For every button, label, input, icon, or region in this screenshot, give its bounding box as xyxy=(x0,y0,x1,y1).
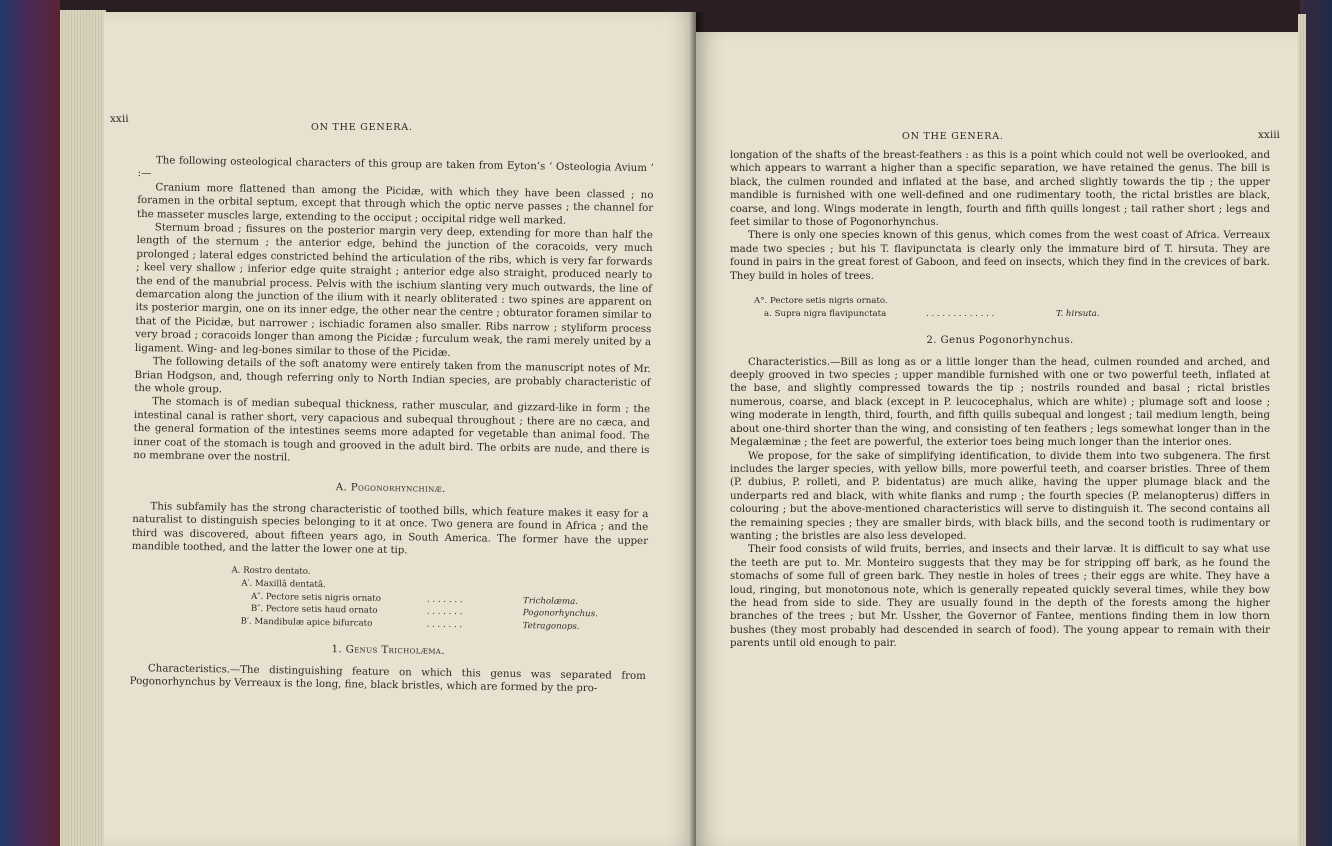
right-text-column xyxy=(730,149,1270,651)
key-line: A′. Maxillâ dentatâ. xyxy=(241,578,326,590)
right-running-head: ON THE GENERA. xyxy=(902,131,1004,142)
key-leader-dots: . . . . . . . . . . . . . xyxy=(926,308,995,319)
key-line xyxy=(730,308,1270,321)
genera-key xyxy=(131,563,648,634)
sternum-paragraph: Sternum broad ; fissures on the posterior margin very deep, extending for more than half the length of the sternum ; the anterior edge, behind the junction of the coracoids, very much prolonged ; lateral edges constricted behind the articulation of the ribs, which is very far forwards ; keel very shallow ; inferior edge quite straight ; anterior edge also straight, produced nearly to the end of the manubrial process. Pelvis with the ischium slanting very much outwards, the line of demarcation along the junction of the ilium with it nearly obliterated : two spines are apparent on its posterior margin, one on its inner edge, the other near the centre ; obturator foramen similar to that of the Picidæ, but narrower ; ischiadic foramen also smaller. Ribs narrow ; styliform process very broad ; coracoids longer than among the Picidæ ; furculum weak, the rami merely united by a ligament. Wing- and leg-bones similar to those of the Picidæ. xyxy=(134,222,653,359)
left-page-number: xxii xyxy=(110,113,129,125)
soft-anatomy-paragraph: The following details of the soft anatomy were entirely taken from the manuscript notes of Mr. Brian Hodgson, and, though referring only to North Indian species, are probably characteristic of the whole group. xyxy=(134,356,651,396)
page-stack-left xyxy=(60,10,106,846)
right-page xyxy=(696,32,1298,846)
longation-paragraph: longation of the shafts of the breast-feathers : as this is a point which could not well be overlooked, and which appears to warrant a higher than a specific separation, we have retained the genus. The bill is black, the culmen rounded and inflated at the base, and arched slightly towards the tip ; the upper mandible is furnished with one well-defined and one rudimentary tooth, the rictal bristles are black, coarse, and long. Wings moderate in length, fourth and fifth quills longest ; tail rather short ; legs and feet similar to those of Pogonorhynchus. xyxy=(730,150,1270,229)
genus-heading: 2. Genus Pogonorhynchus. xyxy=(926,335,1074,347)
key-line-text: B′. Mandibulæ apice bifurcato xyxy=(240,616,373,629)
right-page-number: xxiii xyxy=(1258,129,1280,141)
genus-heading: 1. Genus Tricholæma. xyxy=(331,644,446,658)
key-line-text: a. Supra nigra flavipunctata xyxy=(764,308,887,319)
key-line: A. Rostro dentato. xyxy=(231,565,311,578)
left-page xyxy=(104,12,696,846)
page-stack-right xyxy=(1298,14,1306,846)
subfamily-paragraph: This subfamily has the strong characteristic of toothed bills, which feature makes it easy for a naturalist to distinguish species belonging to it at once. Two genera are found in Africa ; and the third was discovered, about fifteen years ago, in South America. The former have the upper mandible toothed, and the latter the lower one at tip. xyxy=(131,500,649,557)
key-leader-dots: . . . . . . . xyxy=(426,594,463,605)
species-key xyxy=(730,295,1270,320)
left-text-column xyxy=(130,154,654,697)
characteristics-paragraph: Characteristics.—The distinguishing feature on which this genus was separated from Pogonorhynchus by Verreaux is the long, fine, black bristles, which are formed by the pro- xyxy=(129,662,646,695)
subgenera-paragraph: We propose, for the sake of simplifying identification, to divide them into two subgenera. The first includes the larger species, with yellow bills, more powerful teeth, and coarser bristles. Three of them (P. dubius, P. rolleti, and P. bidentatus) are much alike, having the upper plumage black and the underparts red and black, with white flanks and rump ; the fourth species (P. melanopterus) differs in colouring ; but the above-mentioned characteristics will serve to distinguish it. The second contains all the remaining species ; they are smaller birds, with black bills, and the second tooth is rudimentary or wanting ; the bristles are also less developed. xyxy=(730,450,1270,542)
key-genus: Tricholæma. xyxy=(522,595,579,607)
species-paragraph: There is only one species known of this genus, which comes from the west coast of Africa. Verreaux made two species ; but his T. flavipunctata is clearly only the immature bird of T. hirsuta. They are found in pairs in the great forest of Gaboon, and feed on insects, which they find in the crevices of bark. They build in holes of trees. xyxy=(730,230,1270,282)
left-running-head: ON THE GENERA. xyxy=(311,122,413,133)
subfamily-heading: A. Pogonorhynchinæ. xyxy=(335,482,446,496)
stomach-paragraph: The stomach is of median subequal thickness, rather muscular, and gizzard-like in form ; the intestinal canal is rather short, very capacious and subequal throughout ; there are no cæca, and the general formation of the intestines seems more adapted for vegetable than animal food. The inner coat of the stomach is tough and grooved in the adult bird. The orbits are nude, and there is no membrane over the nostril. xyxy=(133,396,651,464)
key-line: A°. Pectore setis nigris ornato. xyxy=(754,296,888,307)
key-line-text: A″. Pectore setis nigris ornato xyxy=(250,591,382,604)
key-genus: Pogonorhynchus. xyxy=(522,608,598,620)
key-leader-dots: . . . . . . . xyxy=(426,606,463,618)
key-leader-dots: . . . . . . . xyxy=(426,619,463,630)
intro-paragraph: The following osteological characters of this group are taken from Eyton’s ‘ Osteologia Avium ’ :— xyxy=(137,155,654,180)
key-genus: Tetragonops. xyxy=(522,620,580,632)
key-species: T. hirsuta. xyxy=(1056,308,1100,319)
food-paragraph: Their food consists of wild fruits, berries, and insects and their larvæ. It is difficult to say what use the teeth are put to. Mr. Monteiro suggests that they may be for stripping off bark, as he found the stomachs of some full of green bark. They nestle in holes of trees ; their eggs are white. They have a loud, ringing, but monotonous note, which is generally repeated quickly several times, while they bow the head from side to side. They are usually found in the depth of the forests among the higher branches of the trees ; but Mr. Ussher, the Governor of Fantee, mentions finding them in low thorn bushes (they most probably had descended in search of food). The young appear to remain with their parents until old enough to pair. xyxy=(730,544,1270,650)
book-cover-left xyxy=(0,0,60,846)
key-line-text: B″. Pectore setis haud ornato xyxy=(250,603,378,616)
cranium-paragraph: Cranium more flattened than among the Picidæ, with which they have been classed ; no foramen in the orbital septum, except that through which the optic nerve passes ; the channel for the masseter muscles large, extending to the occiput ; occipital ridge well marked. xyxy=(136,182,654,227)
characteristics-paragraph: Characteristics.—Bill as long as or a little longer than the head, culmen rounded and arched, and deeply grooved in two species ; upper mandible furnished with one or two powerful teeth, inflated at the base, and slightly compressed towards the tip ; nostrils rounded and basal ; rictal bristles numerous, coarse, and black (except in P. leucocephalus, which are white) ; plumage soft and loose ; wing moderate in length, third, fourth, and fifth quills subequal and longest ; tail medium length, being about one-third shorter than the wing, and consisting of ten feathers ; legs somewhat longer than in the Megalæminæ ; the feet are powerful, the exterior toes being much longer than the interior ones. xyxy=(730,356,1270,449)
